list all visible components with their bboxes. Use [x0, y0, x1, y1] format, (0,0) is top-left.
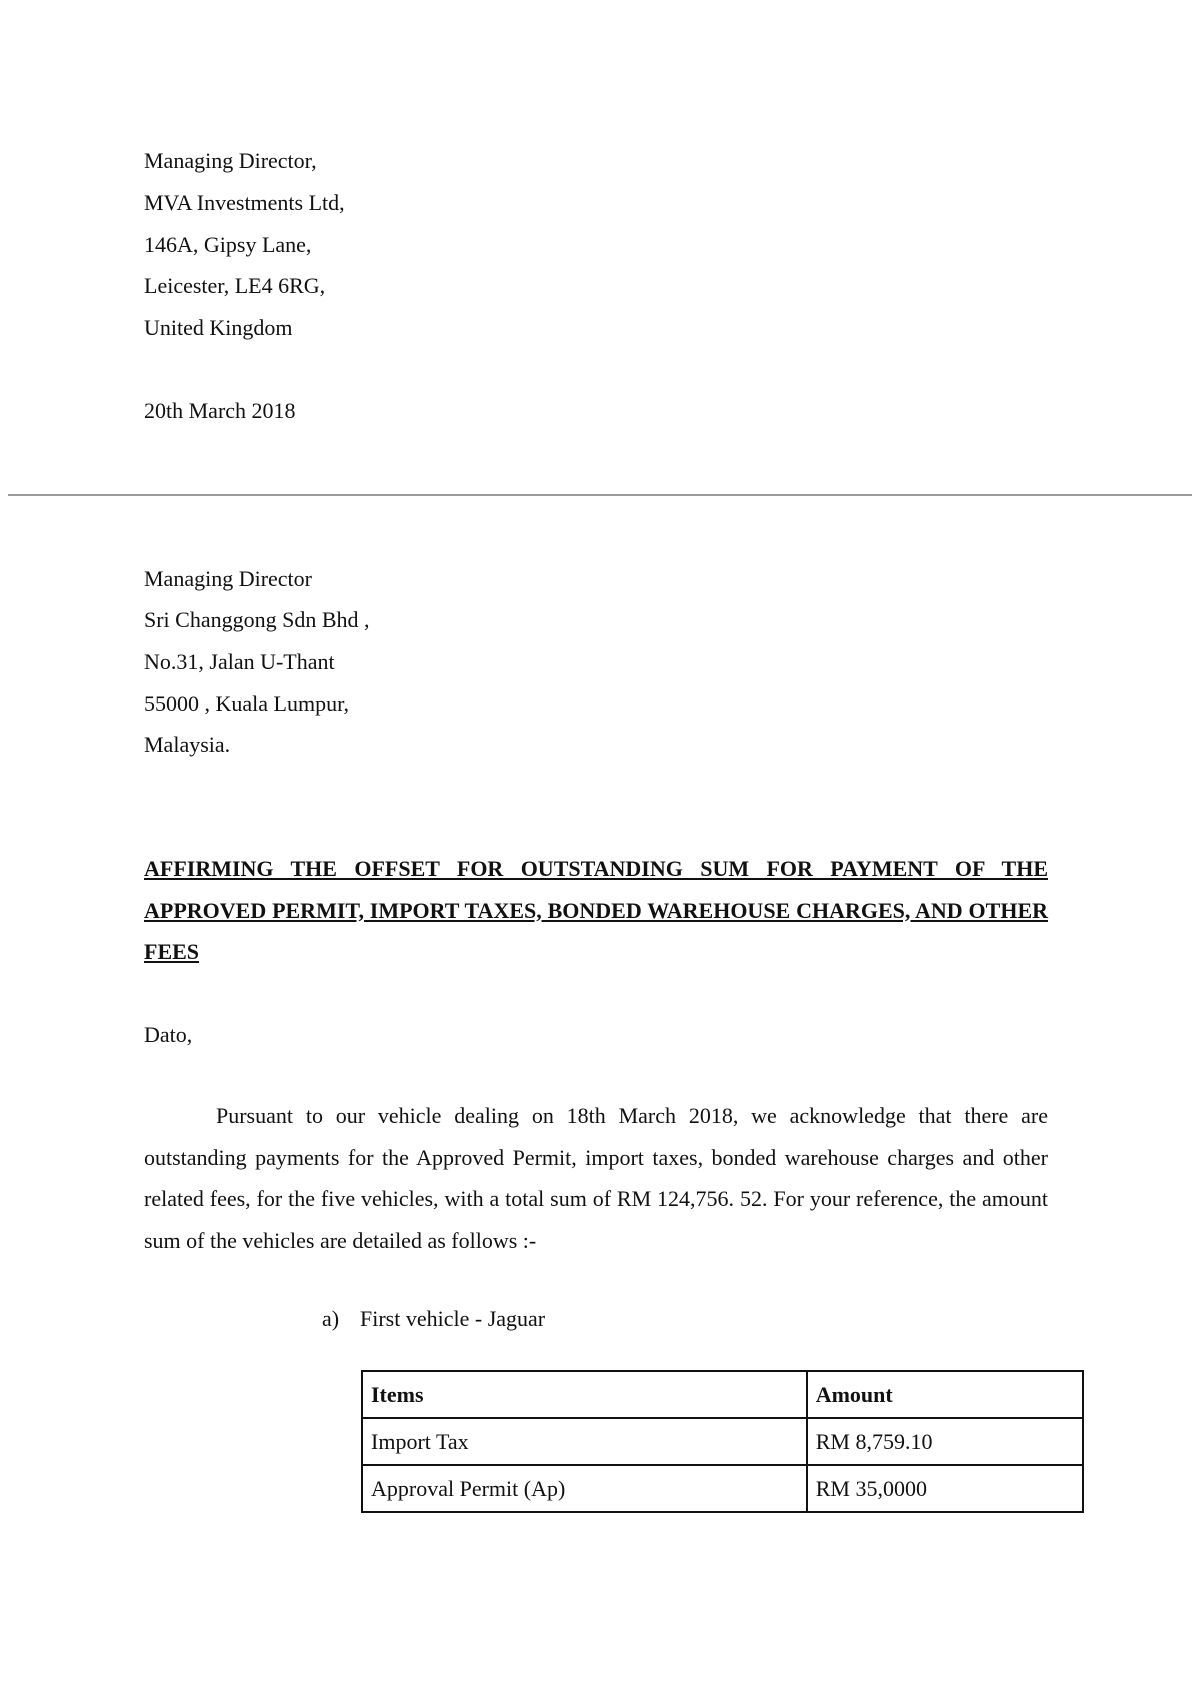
table-header-row — [362, 1371, 1083, 1418]
letter-date: 20th March 2018 — [144, 398, 296, 423]
table-cell-item: Approval Permit (Ap) — [362, 1465, 807, 1512]
body-paragraph — [144, 1095, 1048, 1262]
body-text: Pursuant to our vehicle dealing on 18th March 2018, we acknowledge that there are outstanding payments for the Approved Permit, import taxes, bonded warehouse charges and other related fees, for the five vehicles, with a total sum of RM 124,756. 52. For your reference, the amount sum of the vehicles are detailed as follows :- — [144, 1103, 1048, 1254]
recipient-line: Malaysia. — [144, 732, 231, 757]
sender-line: MVA Investments Ltd, — [144, 190, 345, 215]
vehicle-fees-table — [361, 1370, 1084, 1513]
table-row — [362, 1418, 1083, 1465]
sender-line: United Kingdom — [144, 315, 293, 340]
table-row — [362, 1465, 1083, 1512]
letter-subject: AFFIRMING THE OFFSET FOR OUTSTANDING SUM FOR PAYMENT OF THE APPROVED PERMIT, IMPORT TAXES, BONDED WAREHOUSE CHARGES, AND OTHER FEES — [144, 856, 1048, 964]
recipient-line: Sri Changgong Sdn Bhd , — [144, 607, 370, 632]
sender-line: Leicester, LE4 6RG, — [144, 273, 326, 298]
recipient-line: Managing Director — [144, 566, 312, 591]
list-item-label: First vehicle - Jaguar — [360, 1306, 546, 1331]
recipient-line: No.31, Jalan U-Thant — [144, 649, 335, 674]
recipient-line: 55000 , Kuala Lumpur, — [144, 691, 350, 716]
sender-line: Managing Director, — [144, 148, 317, 173]
table-cell-amount: RM 8,759.10 — [807, 1418, 1083, 1465]
list-marker: a) — [322, 1306, 340, 1331]
salutation: Dato, — [144, 1022, 193, 1047]
column-header-items: Items — [362, 1371, 807, 1418]
sender-line: 146A, Gipsy Lane, — [144, 232, 312, 257]
header-divider — [8, 494, 1192, 496]
list-item-vehicle — [322, 1304, 545, 1334]
column-header-amount: Amount — [807, 1371, 1083, 1418]
table-cell-item: Import Tax — [362, 1418, 807, 1465]
table-cell-amount: RM 35,0000 — [807, 1465, 1083, 1512]
